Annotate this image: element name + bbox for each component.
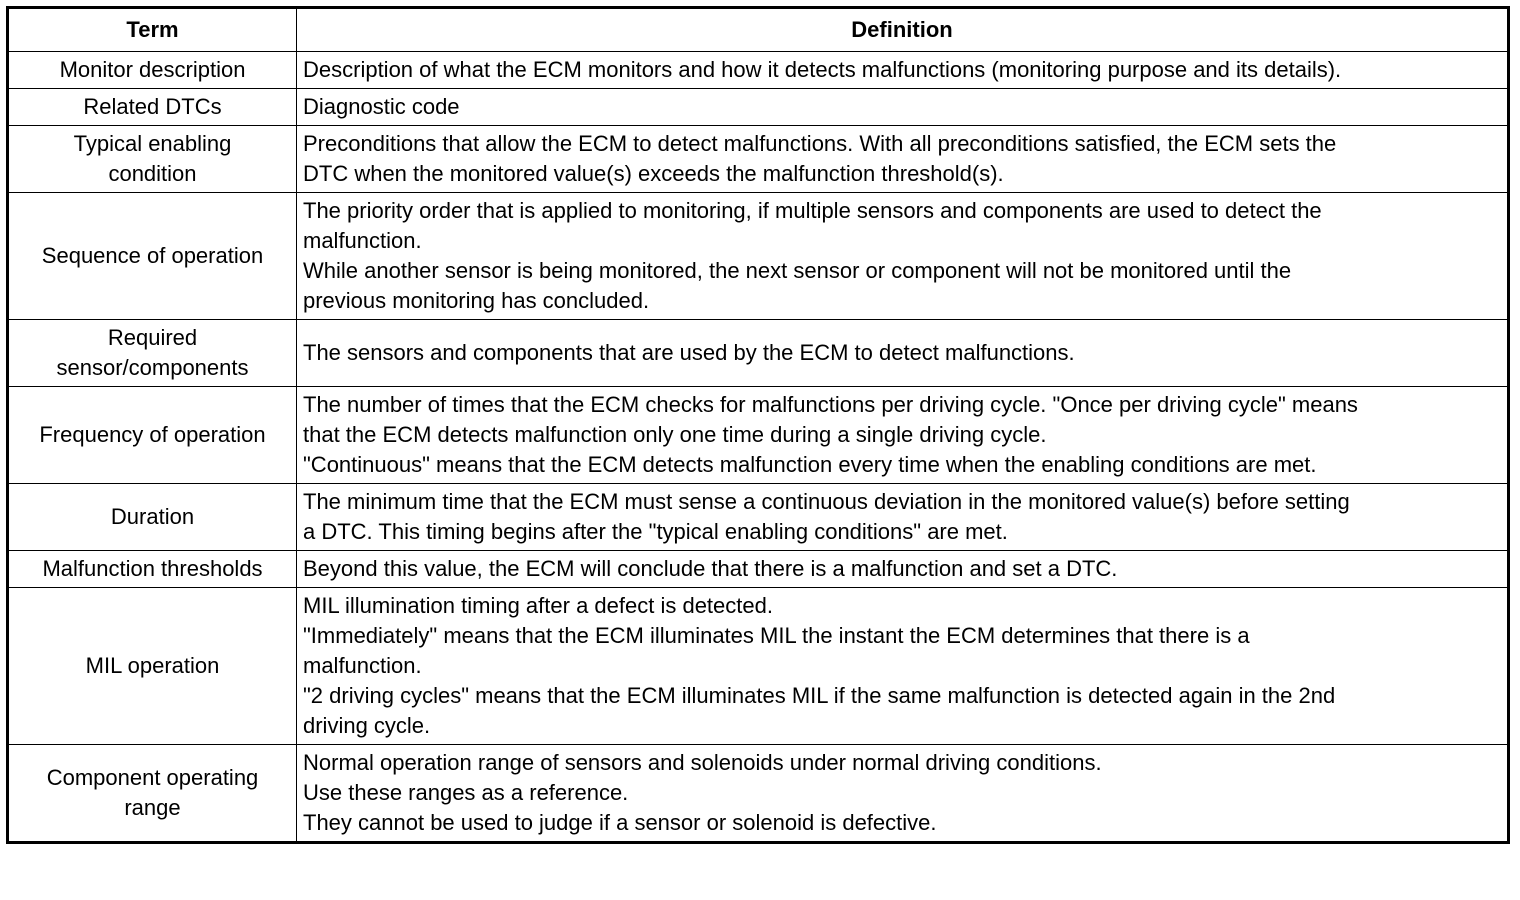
definition-text: "2 driving cycles" means that the ECM illuminates MIL if the same malfunction is detected again in the 2nd <box>303 683 1336 708</box>
term-text: sensor/components <box>56 355 249 380</box>
definition-text: The minimum time that the ECM must sense a continuous deviation in the monitored value(s) before setting <box>303 489 1350 514</box>
term-cell <box>8 89 297 126</box>
definition-cell <box>297 52 1509 89</box>
table-row <box>8 551 1509 588</box>
definition-text: The priority order that is applied to monitoring, if multiple sensors and components are used to detect the <box>303 198 1322 223</box>
term-text: MIL operation <box>85 653 220 678</box>
term-text: Frequency of operation <box>39 422 266 447</box>
table-row <box>8 89 1509 126</box>
definition-text: DTC when the monitored value(s) exceeds the malfunction threshold(s). <box>303 161 1004 186</box>
table-row <box>8 745 1509 843</box>
term-text: range <box>124 795 181 820</box>
table-body <box>8 52 1509 843</box>
table-row <box>8 588 1509 745</box>
definition-text: malfunction. <box>303 228 422 253</box>
definition-cell <box>297 126 1509 193</box>
term-cell <box>8 745 297 843</box>
definition-text: Description of what the ECM monitors and how it detects malfunctions (monitoring purpose and its details). <box>303 57 1342 82</box>
definition-cell <box>297 745 1509 843</box>
definition-text: Use these ranges as a reference. <box>303 780 629 805</box>
term-text: Related DTCs <box>83 94 222 119</box>
definition-text: that the ECM detects malfunction only one time during a single driving cycle. <box>303 422 1047 447</box>
definition-text: MIL illumination timing after a defect is detected. <box>303 593 773 618</box>
definition-text: "Immediately" means that the ECM illuminates MIL the instant the ECM determines that there is a <box>303 623 1250 648</box>
term-text: Monitor description <box>59 57 246 82</box>
table-row <box>8 387 1509 484</box>
term-text: Required <box>107 325 198 350</box>
definition-cell <box>297 193 1509 320</box>
definition-text: They cannot be used to judge if a sensor or solenoid is defective. <box>303 810 937 835</box>
definition-text: a DTC. This timing begins after the "typical enabling conditions" are met. <box>303 519 1008 544</box>
term-text: Sequence of operation <box>41 243 264 268</box>
header-term: Term <box>8 8 297 52</box>
term-text: Typical enabling <box>73 131 232 156</box>
term-cell <box>8 551 297 588</box>
table-row <box>8 484 1509 551</box>
definition-text: Normal operation range of sensors and solenoids under normal driving conditions. <box>303 750 1102 775</box>
term-cell <box>8 126 297 193</box>
definition-cell <box>297 320 1509 387</box>
definition-cell <box>297 89 1509 126</box>
definition-cell <box>297 551 1509 588</box>
definition-text: Diagnostic code <box>303 94 460 119</box>
term-cell <box>8 52 297 89</box>
table-row <box>8 193 1509 320</box>
definition-cell <box>297 484 1509 551</box>
definition-text: malfunction. <box>303 653 422 678</box>
definition-text: "Continuous" means that the ECM detects malfunction every time when the enabling conditions are met. <box>303 452 1317 477</box>
definition-text: driving cycle. <box>303 713 431 738</box>
definition-text: previous monitoring has concluded. <box>303 288 650 313</box>
terms-definition-table <box>6 6 1510 844</box>
term-cell <box>8 320 297 387</box>
table-row <box>8 52 1509 89</box>
definition-text: While another sensor is being monitored, the next sensor or component will not be monitored until the <box>303 258 1292 283</box>
term-text: Component operating <box>46 765 259 790</box>
table-row <box>8 320 1509 387</box>
header-definition: Definition <box>297 8 1509 52</box>
term-cell <box>8 588 297 745</box>
table-header-row <box>8 8 1509 52</box>
definition-cell <box>297 387 1509 484</box>
term-text: Malfunction thresholds <box>42 556 263 581</box>
term-cell <box>8 484 297 551</box>
definition-cell <box>297 588 1509 745</box>
term-text: Duration <box>110 504 195 529</box>
definition-text: Preconditions that allow the ECM to detect malfunctions. With all preconditions satisfied, the ECM sets the <box>303 131 1337 156</box>
definition-text: The number of times that the ECM checks for malfunctions per driving cycle. "Once per driving cycle" means <box>303 392 1358 417</box>
term-text: condition <box>108 161 197 186</box>
term-cell <box>8 387 297 484</box>
table-row <box>8 126 1509 193</box>
definition-text: The sensors and components that are used by the ECM to detect malfunctions. <box>303 340 1075 365</box>
term-cell <box>8 193 297 320</box>
definition-text: Beyond this value, the ECM will conclude that there is a malfunction and set a DTC. <box>303 556 1118 581</box>
